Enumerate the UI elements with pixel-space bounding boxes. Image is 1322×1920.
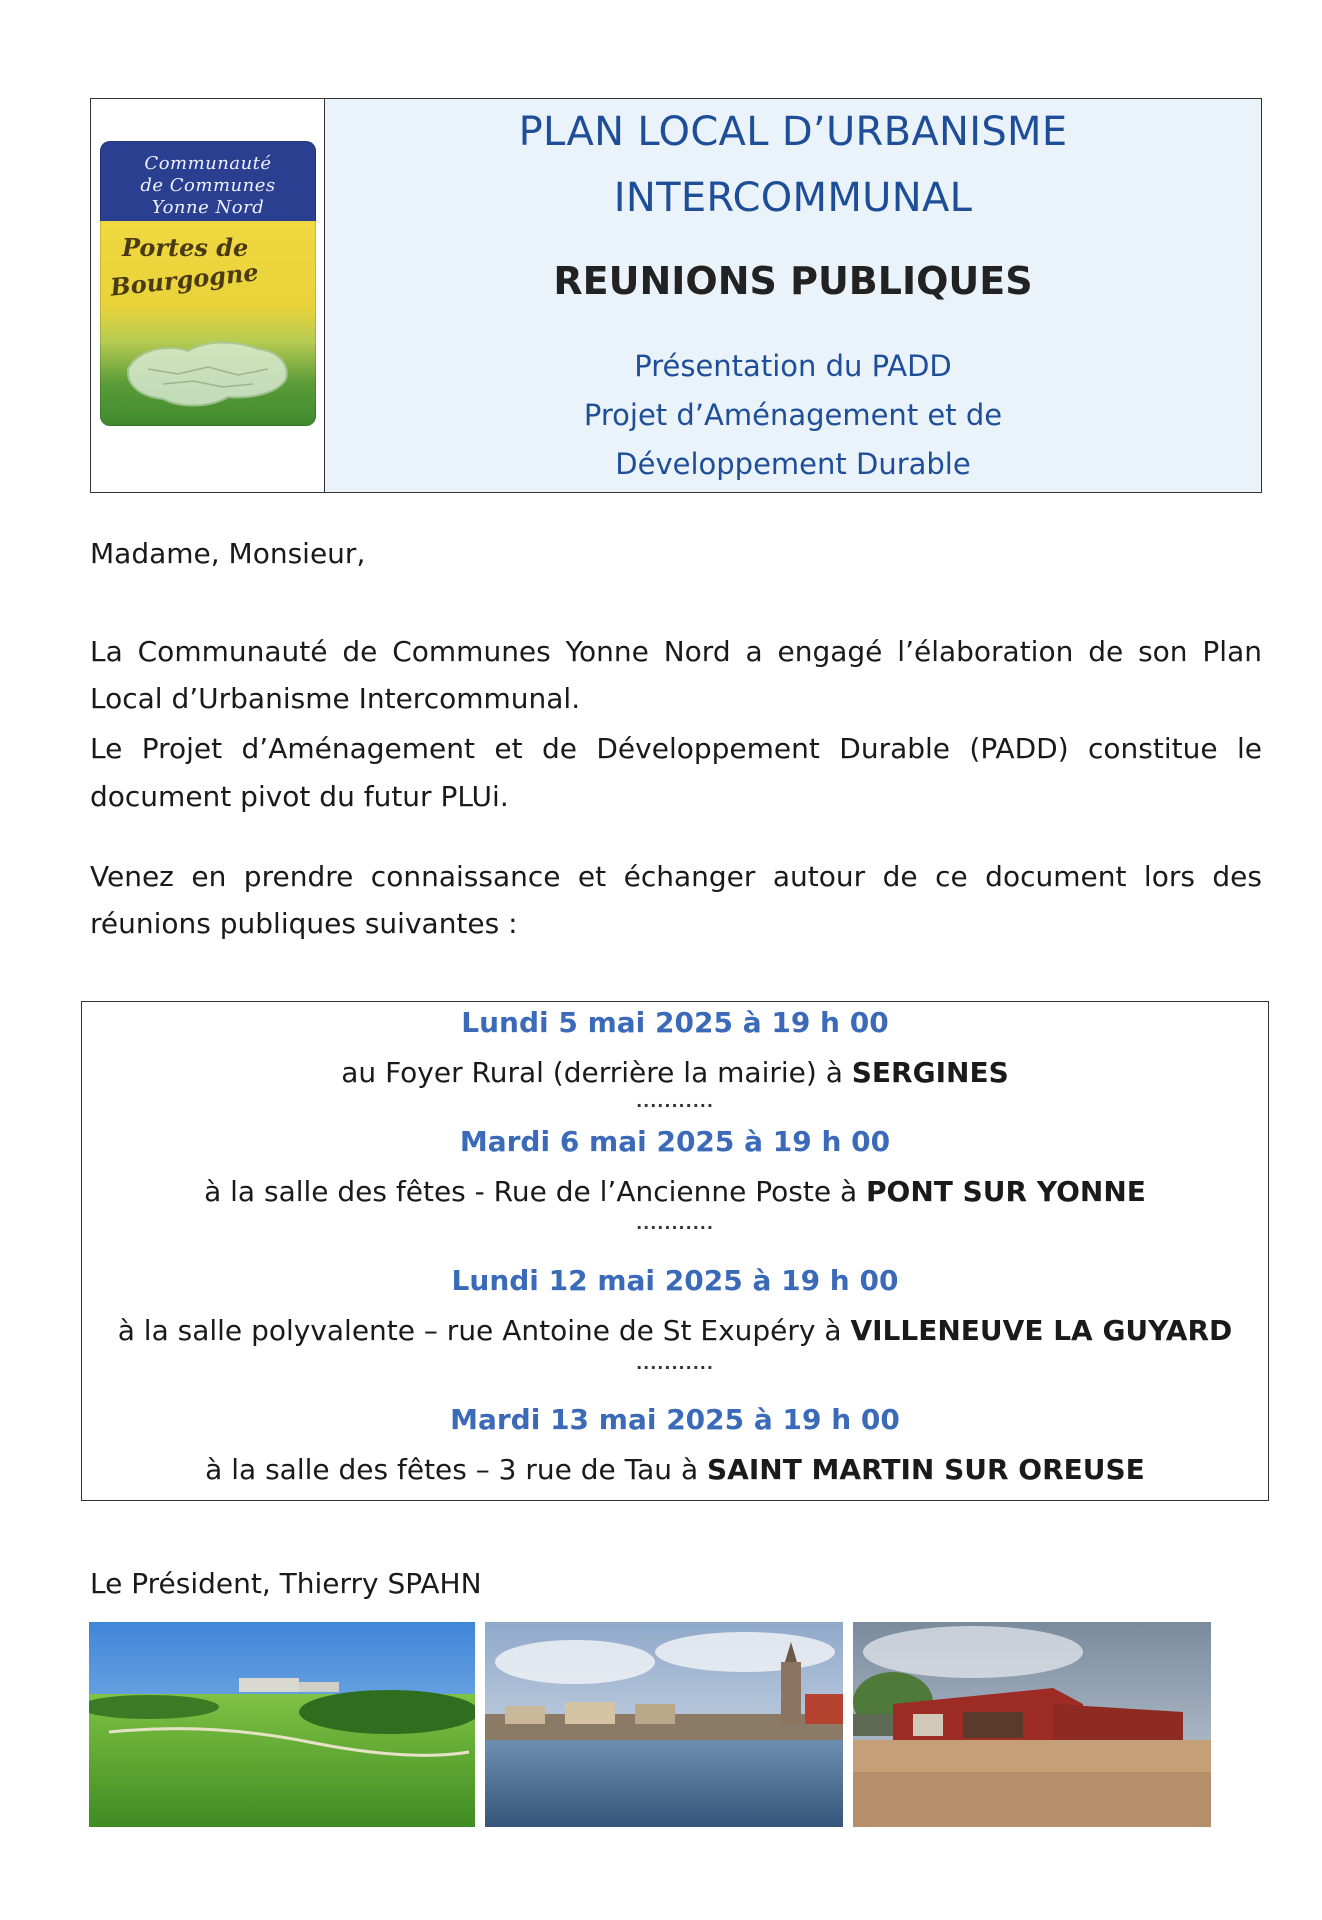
territory-map-icon: [118, 329, 298, 419]
meeting-2-address: à la salle des fêtes - Rue de l’Ancienne Poste à: [204, 1175, 867, 1208]
meeting-separator: ...........: [636, 1092, 714, 1111]
logo-cell: [91, 99, 325, 492]
greeting: Madame, Monsieur,: [90, 537, 366, 570]
paragraph-1-line-2: Local d’Urbanisme Intercommunal.: [90, 682, 581, 715]
photo-riverside-town: [485, 1622, 843, 1827]
logo-line-2: de Communes: [140, 175, 276, 196]
paragraph-1-line-1: La Communauté de Communes Yonne Nord a engagé l’élaboration de son Plan: [90, 635, 1262, 668]
logo-line-3: Yonne Nord: [151, 197, 265, 218]
meeting-2-date: Mardi 6 mai 2025 à 19 h 00: [459, 1125, 891, 1158]
meeting-separator: ...........: [636, 1214, 714, 1233]
title-line-1: PLAN LOCAL D’URBANISME: [518, 109, 1068, 155]
meetings-box: [81, 1001, 1269, 1501]
title-cell: [325, 99, 1261, 492]
logo-script-2: Bourgogne: [108, 257, 260, 302]
meeting-4-place: [82, 1453, 1268, 1486]
header-box: [90, 98, 1262, 493]
photo-modern-building: [853, 1622, 1211, 1827]
meeting-separator: ...........: [636, 1354, 714, 1373]
desc-line-2: Projet d’Aménagement et de: [583, 398, 1003, 432]
photo-countryside: [89, 1622, 475, 1827]
meeting-1-date: Lundi 5 mai 2025 à 19 h 00: [461, 1006, 889, 1039]
meeting-4-address: à la salle des fêtes – 3 rue de Tau à: [205, 1453, 707, 1486]
paragraph-1-line-3: Le Projet d’Aménagement et de Développement Durable (PADD) constitue le: [90, 732, 1262, 765]
paragraph-2-line-2: réunions publiques suivantes :: [90, 907, 518, 940]
meeting-1-town: SERGINES: [851, 1056, 1009, 1089]
meeting-3-town: VILLENEUVE LA GUYARD: [850, 1314, 1233, 1347]
paragraph-1-line-4: document pivot du futur PLUi.: [90, 780, 509, 813]
meeting-1-place: [82, 1056, 1268, 1089]
meeting-4-town: SAINT MARTIN SUR OREUSE: [707, 1453, 1145, 1486]
logo-line-1: Communauté: [144, 153, 272, 174]
desc-line-3: Développement Durable: [615, 447, 971, 481]
subtitle: REUNIONS PUBLIQUES: [553, 259, 1033, 303]
community-logo: [100, 141, 316, 426]
meeting-2-place: [82, 1175, 1268, 1208]
meeting-3-date: Lundi 12 mai 2025 à 19 h 00: [451, 1264, 899, 1297]
logo-script-1: Portes de: [122, 233, 249, 262]
meeting-4-date: Mardi 13 mai 2025 à 19 h 00: [450, 1403, 900, 1436]
title-line-2: INTERCOMMUNAL: [613, 175, 973, 221]
paragraph-2-line-1: Venez en prendre connaissance et échanger autour de ce document lors des: [90, 860, 1262, 893]
signature: Le Président, Thierry SPAHN: [90, 1567, 482, 1600]
meeting-2-town: PONT SUR YONNE: [866, 1175, 1146, 1208]
meeting-1-address: au Foyer Rural (derrière la mairie) à: [341, 1056, 852, 1089]
meeting-3-address: à la salle polyvalente – rue Antoine de St Exupéry à: [117, 1314, 851, 1347]
desc-line-1: Présentation du PADD: [634, 349, 952, 383]
meeting-3-place: [82, 1314, 1268, 1347]
